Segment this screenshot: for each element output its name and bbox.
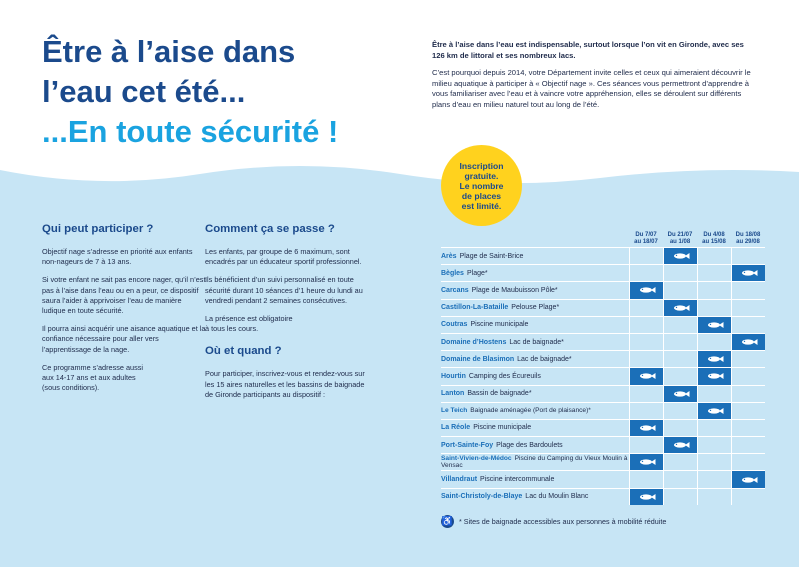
period-end: au 1/08 [669, 238, 691, 245]
how-paragraph-1: Les enfants, par groupe de 6 maximum, sont encadrés par un éducateur sportif professionnel. [205, 247, 362, 267]
period-start: Du 7/07 [635, 231, 657, 238]
wave-divider [0, 160, 799, 200]
session-slot-empty [731, 419, 765, 436]
period-header [697, 230, 731, 247]
session-slot-empty [731, 453, 765, 470]
accessibility-legend [441, 515, 666, 528]
session-slot-empty [731, 350, 765, 367]
site-row-label [441, 436, 629, 453]
who-heading: Qui peut participer ? [42, 223, 154, 235]
session-slot-empty [697, 453, 731, 470]
site-place: Bassin de baignade* [467, 390, 532, 398]
site-row-label [441, 488, 629, 505]
session-slot-empty [731, 299, 765, 316]
site-city: Castillon-La-Bataille [441, 304, 509, 312]
fish-icon [672, 247, 690, 265]
site-city: La Réole [441, 424, 471, 432]
site-label [441, 373, 541, 380]
site-row-label [441, 367, 629, 384]
period-start: Du 4/08 [703, 231, 725, 238]
period-label [736, 232, 761, 246]
site-place: Plage des Bardoulets [496, 441, 563, 449]
session-slot-active [697, 402, 731, 419]
period-end: au 18/07 [634, 238, 658, 245]
site-city: Port-Sainte-Foy [441, 441, 494, 449]
site-row-label [441, 350, 629, 367]
session-slot-empty [697, 436, 731, 453]
site-label [441, 442, 563, 449]
site-row-label [441, 299, 629, 316]
session-slot-empty [731, 402, 765, 419]
wheelchair-icon: ♿ [441, 516, 454, 526]
session-slot-empty [629, 316, 663, 333]
site-label [441, 424, 531, 431]
site-place: Piscine intercommunale [480, 476, 555, 484]
session-slot-active [663, 299, 697, 316]
how-section [205, 222, 370, 408]
period-start: Du 21/07 [667, 231, 693, 238]
period-header [663, 230, 697, 247]
site-label [441, 253, 523, 260]
site-place: Pelouse Plage* [511, 304, 560, 312]
site-city: Hourtin [441, 372, 466, 380]
site-city: Arès [441, 252, 457, 260]
session-slot-empty [663, 367, 697, 384]
who-paragraph-1: Objectif nage s’adresse en priorité aux enfants non-nageurs de 7 à 13 ans. [42, 247, 193, 267]
session-slot-empty [697, 385, 731, 402]
fish-icon [638, 453, 656, 471]
how-heading: Comment ça se passe ? [205, 223, 335, 235]
session-slot-empty [663, 316, 697, 333]
badge-line-4: de places [461, 190, 502, 201]
session-slot-active [663, 385, 697, 402]
session-slot-empty [663, 470, 697, 487]
fish-icon [706, 316, 724, 334]
fish-icon [638, 419, 656, 437]
site-row-label [441, 402, 629, 419]
site-label [441, 339, 564, 346]
session-slot-empty [731, 367, 765, 384]
session-slot-empty [629, 402, 663, 419]
site-label [441, 287, 558, 294]
fish-icon [638, 281, 656, 299]
session-slot-active [629, 367, 663, 384]
site-row-label [441, 470, 629, 487]
intro-text [432, 40, 752, 118]
session-slot-empty [629, 385, 663, 402]
session-slot-active [731, 470, 765, 487]
fish-icon [672, 299, 690, 317]
table-corner [441, 230, 629, 247]
site-label [441, 476, 554, 483]
schedule-table [441, 230, 765, 522]
site-place: Plage* [466, 269, 488, 277]
site-label [441, 270, 488, 277]
session-slot-empty [697, 247, 731, 264]
site-place: Lac de baignade* [509, 338, 564, 346]
session-slot-empty [663, 281, 697, 298]
session-slot-empty [629, 350, 663, 367]
period-label [634, 232, 658, 246]
session-slot-empty [697, 333, 731, 350]
site-city: Coutras [441, 321, 468, 329]
fish-icon [672, 436, 690, 454]
session-slot-active [629, 281, 663, 298]
site-place: Piscine municipale [473, 424, 532, 432]
how-paragraph-2: Ils bénéficient d’un suivi personnalisé en toute sécurité durant 10 séances d’1 heure du lundi au vendredi pendant 2 semaines consécutives. [205, 275, 363, 305]
site-place: Plage de Maubuisson Pôle* [471, 286, 558, 294]
session-slot-empty [629, 264, 663, 281]
session-slot-active [663, 436, 697, 453]
fish-icon [638, 367, 656, 385]
site-place: Piscine du Camping du Vieux Moulin à Vensac [441, 454, 628, 470]
who-section [42, 222, 207, 401]
session-slot-empty [663, 350, 697, 367]
fish-icon [740, 471, 758, 489]
site-row-label [441, 281, 629, 298]
session-slot-active [629, 419, 663, 436]
session-slot-active [731, 264, 765, 281]
session-slot-empty [697, 299, 731, 316]
site-row-label [441, 333, 629, 350]
site-label [441, 455, 629, 470]
intro-body: C’est pourquoi depuis 2014, votre Département invite celles et ceux qui aimeraient découvrir le milieu aquatique à participer à « Objectif nage ». Ces séances vous permettront d’apprendre à vous familiariser avec l’eau et à vaincre votre appréhension, elles se déroulent sur différents plans d’eau en milieu naturel tout au long de l’été. [432, 68, 751, 109]
fish-icon [706, 402, 724, 420]
session-slot-empty [731, 247, 765, 264]
session-slot-active [731, 333, 765, 350]
session-slot-empty [663, 419, 697, 436]
period-label [702, 232, 726, 246]
title-line-1: Être à l’aise dans [42, 34, 296, 69]
badge-line-1: Inscription [459, 160, 504, 171]
site-row-label [441, 264, 629, 281]
fish-icon [740, 333, 758, 351]
site-label [441, 321, 528, 328]
session-slot-empty [697, 488, 731, 505]
site-city: Domaine de Blasimon [441, 355, 515, 363]
site-city: Carcans [441, 286, 469, 294]
title-line-2: l’eau cet été... [42, 74, 246, 109]
site-label [441, 304, 559, 311]
where-paragraph-1: Pour participer, inscrivez-vous et rendez-vous sur les 15 aires naturelles et les bassins de baignade de Gironde participants au dispositif : [205, 369, 365, 399]
site-row-label [441, 385, 629, 402]
session-slot-active [697, 316, 731, 333]
site-place: Lac de baignade* [517, 355, 572, 363]
session-slot-empty [731, 436, 765, 453]
who-paragraph-4: Ce programme s’adresse aussi aux 14-17 ans et aux adultes (sous conditions). [42, 362, 143, 393]
site-label [441, 390, 532, 397]
session-slot-active [629, 453, 663, 470]
site-row-label [441, 247, 629, 264]
session-slot-empty [663, 333, 697, 350]
session-slot-empty [629, 436, 663, 453]
session-slot-empty [697, 419, 731, 436]
session-slot-empty [629, 299, 663, 316]
title-line-3: ...En toute sécurité ! [42, 114, 339, 149]
fish-icon [638, 488, 656, 506]
session-slot-empty [663, 453, 697, 470]
site-row-label [441, 453, 629, 470]
site-city: Bègles [441, 269, 464, 277]
site-place: Piscine municipale [470, 321, 529, 329]
site-label [441, 407, 591, 415]
site-place: Baignade aménagée (Port de plaisance)* [470, 406, 591, 414]
session-slot-empty [697, 281, 731, 298]
badge-line-3: Le nombre [459, 180, 504, 191]
who-paragraph-3: Il pourra ainsi acquérir une aisance aquatique et la confiance nécessaire pour aller vers l’apprentissage de la nage. [42, 324, 206, 354]
fish-icon [740, 264, 758, 282]
site-place: Plage de Saint-Brice [459, 252, 524, 260]
site-row-label [441, 316, 629, 333]
site-label [441, 356, 572, 363]
session-slot-empty [731, 316, 765, 333]
session-slot-active [697, 350, 731, 367]
site-row-label [441, 419, 629, 436]
fish-icon [672, 385, 690, 403]
who-paragraph-2: Si votre enfant ne sait pas encore nager, qu’il n’est pas à l’aise dans l’eau ou en a peur, ce dispositif saura l’aider à apprivoiser l’eau de manière ludique en toute sécurité. [42, 275, 206, 316]
session-slot-active [663, 247, 697, 264]
period-label [668, 232, 693, 246]
site-label [441, 493, 588, 500]
session-slot-empty [697, 470, 731, 487]
site-city: Saint-Vivien-de-Médoc [441, 454, 512, 462]
fish-icon [706, 350, 724, 368]
site-city: Saint-Christoly-de-Blaye [441, 493, 523, 501]
session-slot-empty [663, 488, 697, 505]
where-heading: Où et quand ? [205, 345, 282, 358]
badge-line-5: est limité. [461, 200, 502, 211]
session-slot-active [697, 367, 731, 384]
intro-lead: Être à l’aise dans l’eau est indispensable, surtout lorsque l’on vit en Gironde, avec ses 126 km de littoral et ses nombreux lacs. [432, 40, 744, 60]
site-city: Lanton [441, 390, 465, 398]
session-slot-empty [629, 247, 663, 264]
session-slot-empty [629, 333, 663, 350]
period-header [629, 230, 663, 247]
session-slot-empty [629, 470, 663, 487]
site-city: Villandraut [441, 476, 478, 484]
session-slot-empty [731, 385, 765, 402]
free-registration-badge [441, 145, 522, 226]
session-slot-empty [731, 488, 765, 505]
badge-line-2: gratuite. [464, 170, 499, 181]
site-place: Lac du Moulin Blanc [525, 493, 589, 501]
page-title [42, 32, 338, 152]
site-city: Domaine d’Hostens [441, 338, 507, 346]
session-slot-empty [663, 402, 697, 419]
period-end: au 29/08 [736, 238, 760, 245]
session-slot-empty [663, 264, 697, 281]
session-slot-empty [697, 264, 731, 281]
legend-text: * Sites de baignade accessibles aux personnes à mobilité réduite [459, 517, 667, 526]
period-start: Du 18/08 [735, 231, 761, 238]
session-slot-empty [731, 281, 765, 298]
site-city: Le Teich [441, 406, 468, 414]
how-paragraph-3: La présence est obligatoire à tous les cours. [205, 314, 293, 334]
period-end: au 15/08 [702, 238, 726, 245]
period-header [731, 230, 765, 247]
fish-icon [706, 367, 724, 385]
session-slot-active [629, 488, 663, 505]
site-place: Camping des Écureuils [468, 372, 541, 380]
